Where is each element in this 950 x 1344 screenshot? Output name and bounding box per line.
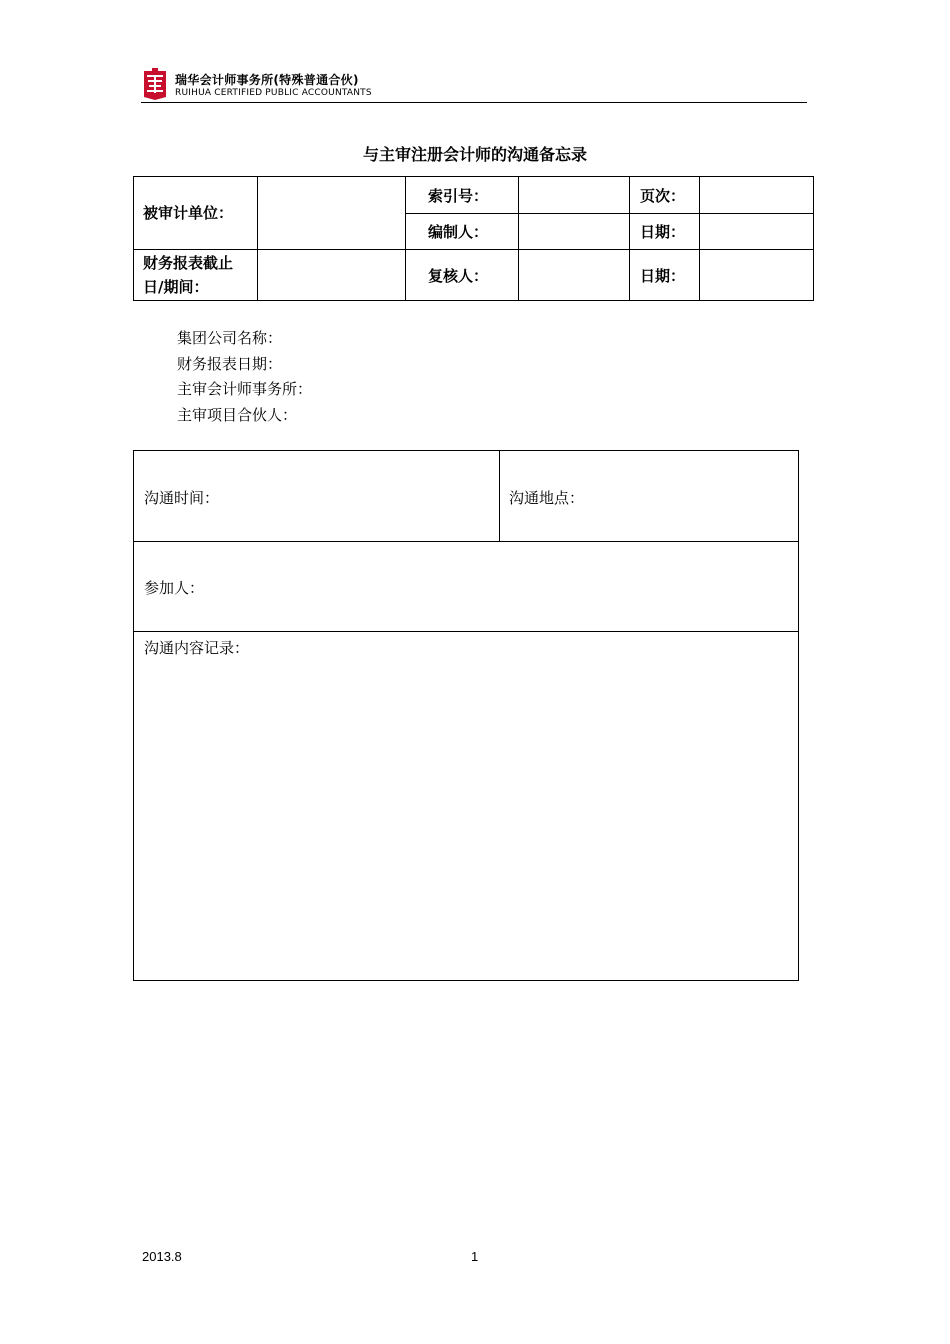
principal-firm-field: 主审会计师事务所： (177, 380, 313, 398)
auditee-value-cell[interactable] (258, 177, 406, 250)
participants-label: 参加人： (144, 579, 205, 597)
header-divider (141, 102, 807, 103)
index-no-value-cell[interactable] (519, 177, 630, 214)
communication-table (133, 450, 799, 981)
financial-statement-date-field: 财务报表日期： (177, 354, 283, 373)
group-info-fields (177, 326, 312, 428)
ruihua-logo-icon (143, 68, 167, 100)
group-company-name-field: 集团公司名称： (177, 329, 283, 347)
page-label: 页次： (630, 177, 700, 214)
content-record-label: 沟通内容记录： (144, 639, 250, 657)
reviewer-label: 复核人： (406, 250, 519, 301)
participants-row (134, 542, 798, 632)
page-value-cell[interactable] (700, 177, 814, 214)
prepare-date-value-cell[interactable] (700, 214, 814, 250)
preparer-value-cell[interactable] (519, 214, 630, 250)
prepare-date-label: 日期： (630, 214, 700, 250)
column-divider (499, 451, 500, 542)
preparer-label: 编制人： (406, 214, 519, 250)
auditee-label: 被审计单位： (134, 177, 258, 250)
footer-date: 2013.8 (142, 1249, 182, 1264)
footer-page-number: 1 (471, 1249, 479, 1264)
index-no-label: 索引号： (406, 177, 519, 214)
firm-name-cn: 瑞华会计师事务所(特殊普通合伙) (175, 73, 359, 87)
reviewer-value-cell[interactable] (519, 250, 630, 301)
page-title: 与主审注册会计师的沟通备忘录 (362, 145, 587, 164)
comm-place-label: 沟通地点： (509, 489, 585, 507)
period-value-cell[interactable] (258, 250, 406, 301)
page-header (141, 68, 807, 104)
period-label: 财务报表截止日/期间： (134, 250, 258, 301)
firm-name-en: RUIHUA CERTIFIED PUBLIC ACCOUNTANTS (175, 88, 372, 98)
review-date-label: 日期： (630, 250, 700, 301)
review-date-value-cell[interactable] (700, 250, 814, 301)
time-place-row (134, 451, 798, 542)
comm-time-label: 沟通时间： (144, 489, 220, 507)
audit-info-table (133, 176, 814, 301)
principal-partner-field: 主审项目合伙人： (177, 405, 298, 424)
